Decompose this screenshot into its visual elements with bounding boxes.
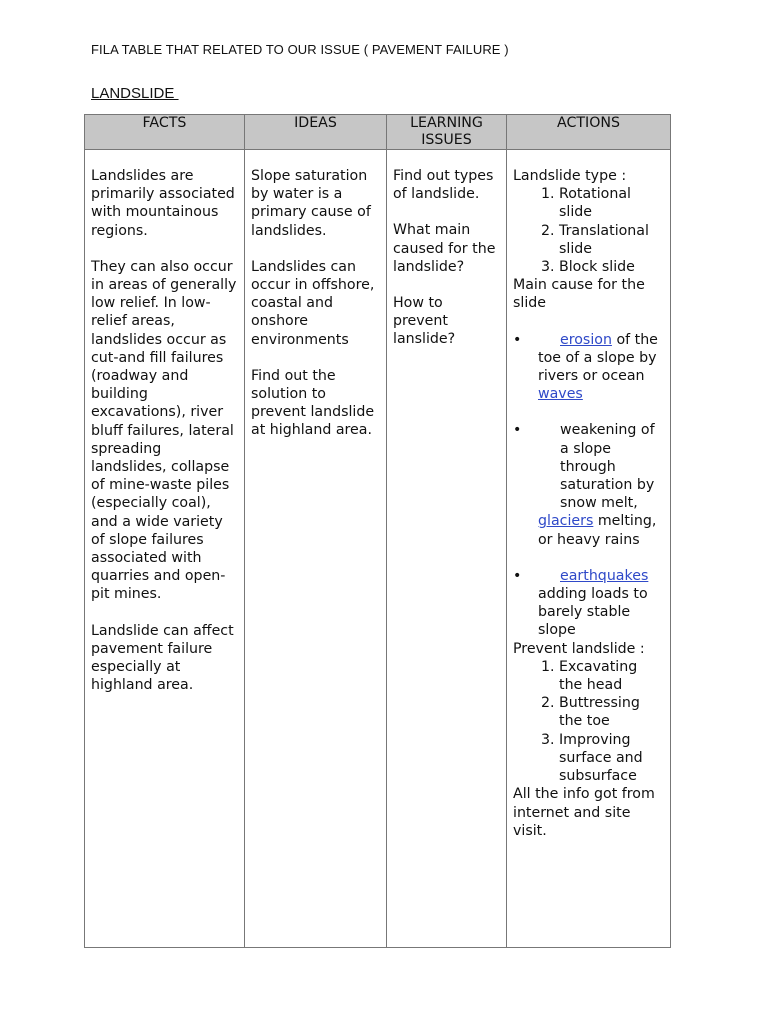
source-note: All the info got from internet and site visit. <box>513 786 655 839</box>
header-actions: ACTIONS <box>507 115 671 150</box>
learning-issue: Find out types of landslide. <box>393 168 494 203</box>
ideas-paragraph: Landslides can occur in offshore, coastal and onshore environments <box>251 258 375 348</box>
learning-issue: What main caused for the landslide? <box>393 222 496 275</box>
document-title: FILA TABLE THAT RELATED TO OUR ISSUE ( PAVEMENT FAILURE ) <box>91 42 509 57</box>
ideas-paragraph: Find out the solution to prevent landslide at highland area. <box>251 367 375 439</box>
facts-paragraph: Landslides are primarily associated with mountainous regions. <box>91 168 235 239</box>
ideas-paragraph: Slope saturation by water is a primary cause of landslides. <box>251 168 371 239</box>
learning-issues-cell <box>387 150 507 948</box>
cause-text: melting, or heavy rains <box>538 513 657 548</box>
actions-cell <box>507 150 671 948</box>
landslide-type-list <box>513 185 664 276</box>
cause-bullet-weakening <box>513 421 664 548</box>
earthquakes-link[interactable]: earthquakes <box>560 567 649 584</box>
landslide-type-label: Landslide type : <box>513 168 627 184</box>
list-item: 2. Translational slide <box>559 222 664 258</box>
cause-text: adding loads to barely stable slope <box>538 586 648 639</box>
table-row <box>85 150 671 948</box>
facts-paragraph: They can also occur in areas of generally low relief. In low-relief areas, landslides occur as cut-and fill failures (roadway and building excavations), river bluff failures, lateral spreading landslides, collapse of mine-waste piles (especially coal), and a wide variety of slope failures associated with quarries and open-pit mines. <box>91 258 237 603</box>
bullet-icon: • <box>513 422 522 439</box>
cause-bullet-earthquakes <box>513 567 664 640</box>
section-heading: LANDSLIDE <box>91 85 179 102</box>
main-cause-label: Main cause for the slide <box>513 277 645 312</box>
prevent-landslide-label: Prevent landslide : <box>513 640 645 657</box>
bullet-icon: • <box>513 331 522 348</box>
bullet-icon: • <box>513 567 522 584</box>
header-learning-issues: LEARNING ISSUES <box>387 115 507 150</box>
list-item: 3. Improving surface and subsurface <box>559 731 664 786</box>
facts-paragraph: Landslide can affect pavement failure especially at highland area. <box>91 622 234 694</box>
header-ideas: IDEAS <box>245 115 387 150</box>
cause-text: weakening of a slope through saturation by snow melt, <box>560 422 655 512</box>
facts-cell <box>85 150 245 948</box>
list-item: 1. Rotational slide <box>559 185 664 221</box>
glaciers-link[interactable]: glaciers <box>538 513 594 530</box>
learning-issue: How to prevent lanslide? <box>393 295 456 348</box>
cause-bullet-erosion <box>513 331 664 404</box>
erosion-link[interactable]: erosion <box>560 331 612 348</box>
list-item: 2. Buttressing the toe <box>559 694 664 730</box>
prevent-list <box>513 658 664 785</box>
cause-text: of the toe of a slope by rivers or ocean <box>538 331 658 385</box>
list-item: 3. Block slide <box>559 258 664 276</box>
header-facts: FACTS <box>85 115 245 150</box>
list-item: 1. Excavating the head <box>559 658 664 694</box>
waves-link[interactable]: waves <box>538 386 583 403</box>
table-header-row <box>85 115 671 150</box>
ideas-cell <box>245 150 387 948</box>
fila-table <box>84 114 671 948</box>
